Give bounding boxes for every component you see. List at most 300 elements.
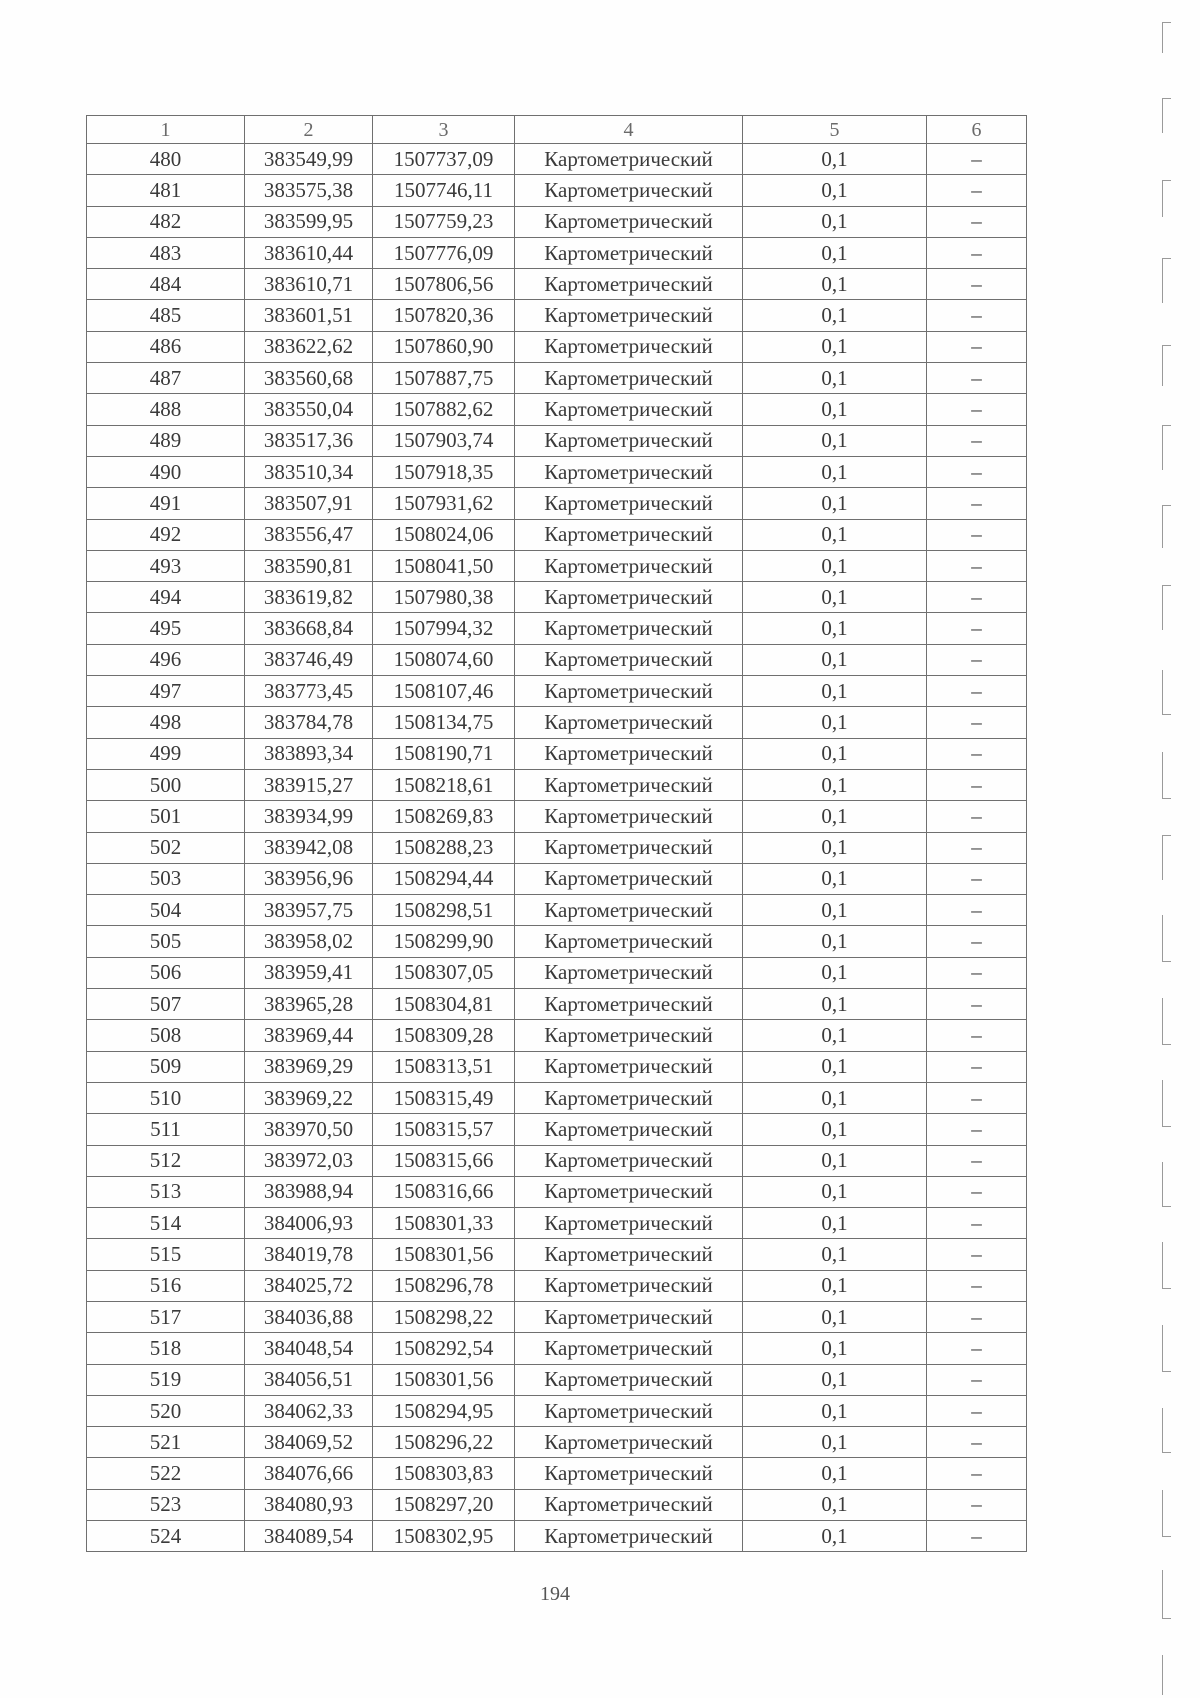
table-row — [87, 1239, 1027, 1270]
method-cell: Картометрический — [515, 1082, 743, 1113]
point-number-cell: 491 — [87, 488, 245, 519]
description-cell: – — [927, 801, 1027, 832]
coordinates-table — [86, 115, 1027, 1552]
point-number-cell: 488 — [87, 394, 245, 425]
x-coordinate-cell: 383969,29 — [245, 1051, 373, 1082]
description-cell: – — [927, 394, 1027, 425]
scan-bracket-mark — [1162, 752, 1171, 799]
y-coordinate-cell: 1508074,60 — [373, 644, 515, 675]
method-cell: Картометрический — [515, 519, 743, 550]
accuracy-cell: 0,1 — [743, 425, 927, 456]
x-coordinate-cell: 383972,03 — [245, 1145, 373, 1176]
column-header: 2 — [245, 116, 373, 144]
y-coordinate-cell: 1507759,23 — [373, 206, 515, 237]
table-row — [87, 863, 1027, 894]
method-cell: Картометрический — [515, 989, 743, 1020]
y-coordinate-cell: 1507994,32 — [373, 613, 515, 644]
description-cell: – — [927, 1082, 1027, 1113]
description-cell: – — [927, 989, 1027, 1020]
accuracy-cell: 0,1 — [743, 1176, 927, 1207]
point-number-cell: 503 — [87, 863, 245, 894]
description-cell: – — [927, 144, 1027, 175]
y-coordinate-cell: 1507820,36 — [373, 300, 515, 331]
point-number-cell: 509 — [87, 1051, 245, 1082]
description-cell: – — [927, 832, 1027, 863]
point-number-cell: 502 — [87, 832, 245, 863]
table-row — [87, 550, 1027, 581]
accuracy-cell: 0,1 — [743, 863, 927, 894]
accuracy-cell: 0,1 — [743, 1458, 927, 1489]
y-coordinate-cell: 1508024,06 — [373, 519, 515, 550]
y-coordinate-cell: 1508298,51 — [373, 895, 515, 926]
y-coordinate-cell: 1508294,44 — [373, 863, 515, 894]
point-number-cell: 510 — [87, 1082, 245, 1113]
method-cell: Картометрический — [515, 863, 743, 894]
accuracy-cell: 0,1 — [743, 300, 927, 331]
accuracy-cell: 0,1 — [743, 895, 927, 926]
table-row — [87, 519, 1027, 550]
accuracy-cell: 0,1 — [743, 331, 927, 362]
method-cell: Картометрический — [515, 331, 743, 362]
method-cell: Картометрический — [515, 550, 743, 581]
scan-bracket-mark — [1162, 98, 1171, 133]
description-cell: – — [927, 926, 1027, 957]
y-coordinate-cell: 1508041,50 — [373, 550, 515, 581]
table-row — [87, 269, 1027, 300]
method-cell: Картометрический — [515, 613, 743, 644]
point-number-cell: 496 — [87, 644, 245, 675]
accuracy-cell: 0,1 — [743, 738, 927, 769]
table-row — [87, 456, 1027, 487]
table-row — [87, 1145, 1027, 1176]
scan-bracket-mark — [1162, 670, 1171, 715]
scan-bracket-mark — [1162, 505, 1171, 548]
y-coordinate-cell: 1508315,57 — [373, 1114, 515, 1145]
method-cell: Картометрический — [515, 957, 743, 988]
point-number-cell: 492 — [87, 519, 245, 550]
table-row — [87, 237, 1027, 268]
table-row — [87, 144, 1027, 175]
table-row — [87, 1208, 1027, 1239]
description-cell: – — [927, 676, 1027, 707]
y-coordinate-cell: 1507776,09 — [373, 237, 515, 268]
y-coordinate-cell: 1508315,66 — [373, 1145, 515, 1176]
x-coordinate-cell: 383893,34 — [245, 738, 373, 769]
description-cell: – — [927, 550, 1027, 581]
y-coordinate-cell: 1508292,54 — [373, 1333, 515, 1364]
description-cell: – — [927, 1521, 1027, 1552]
method-cell: Картометрический — [515, 644, 743, 675]
description-cell: – — [927, 707, 1027, 738]
accuracy-cell: 0,1 — [743, 926, 927, 957]
x-coordinate-cell: 384056,51 — [245, 1364, 373, 1395]
x-coordinate-cell: 383560,68 — [245, 363, 373, 394]
table-row — [87, 957, 1027, 988]
accuracy-cell: 0,1 — [743, 1301, 927, 1332]
point-number-cell: 516 — [87, 1270, 245, 1301]
description-cell: – — [927, 1270, 1027, 1301]
method-cell: Картометрический — [515, 1458, 743, 1489]
description-cell: – — [927, 425, 1027, 456]
method-cell: Картометрический — [515, 144, 743, 175]
accuracy-cell: 0,1 — [743, 1521, 927, 1552]
method-cell: Картометрический — [515, 1176, 743, 1207]
y-coordinate-cell: 1508299,90 — [373, 926, 515, 957]
method-cell: Картометрический — [515, 269, 743, 300]
scan-bracket-mark — [1162, 1408, 1171, 1453]
method-cell: Картометрический — [515, 237, 743, 268]
x-coordinate-cell: 384036,88 — [245, 1301, 373, 1332]
description-cell: – — [927, 1489, 1027, 1520]
accuracy-cell: 0,1 — [743, 175, 927, 206]
table-row — [87, 300, 1027, 331]
x-coordinate-cell: 383784,78 — [245, 707, 373, 738]
point-number-cell: 480 — [87, 144, 245, 175]
table-row — [87, 1270, 1027, 1301]
method-cell: Картометрический — [515, 1364, 743, 1395]
table-row — [87, 676, 1027, 707]
y-coordinate-cell: 1508107,46 — [373, 676, 515, 707]
point-number-cell: 483 — [87, 237, 245, 268]
point-number-cell: 515 — [87, 1239, 245, 1270]
x-coordinate-cell: 384006,93 — [245, 1208, 373, 1239]
table-row — [87, 1489, 1027, 1520]
table-row — [87, 206, 1027, 237]
method-cell: Картометрический — [515, 926, 743, 957]
point-number-cell: 504 — [87, 895, 245, 926]
scan-bracket-mark — [1162, 258, 1171, 303]
y-coordinate-cell: 1507882,62 — [373, 394, 515, 425]
y-coordinate-cell: 1507860,90 — [373, 331, 515, 362]
column-header: 3 — [373, 116, 515, 144]
y-coordinate-cell: 1508301,56 — [373, 1239, 515, 1270]
description-cell: – — [927, 957, 1027, 988]
table-row — [87, 1395, 1027, 1426]
scan-bracket-mark — [1162, 1242, 1171, 1289]
description-cell: – — [927, 175, 1027, 206]
description-cell: – — [927, 1427, 1027, 1458]
y-coordinate-cell: 1507746,11 — [373, 175, 515, 206]
table-row — [87, 738, 1027, 769]
method-cell: Картометрический — [515, 707, 743, 738]
y-coordinate-cell: 1508288,23 — [373, 832, 515, 863]
scan-bracket-mark — [1162, 180, 1171, 217]
y-coordinate-cell: 1508190,71 — [373, 738, 515, 769]
y-coordinate-cell: 1508303,83 — [373, 1458, 515, 1489]
accuracy-cell: 0,1 — [743, 394, 927, 425]
description-cell: – — [927, 1208, 1027, 1239]
y-coordinate-cell: 1508313,51 — [373, 1051, 515, 1082]
point-number-cell: 490 — [87, 456, 245, 487]
y-coordinate-cell: 1507918,35 — [373, 456, 515, 487]
accuracy-cell: 0,1 — [743, 1489, 927, 1520]
table-row — [87, 425, 1027, 456]
scan-bracket-mark — [1162, 915, 1171, 962]
description-cell: – — [927, 331, 1027, 362]
point-number-cell: 486 — [87, 331, 245, 362]
y-coordinate-cell: 1508134,75 — [373, 707, 515, 738]
x-coordinate-cell: 383619,82 — [245, 582, 373, 613]
description-cell: – — [927, 769, 1027, 800]
x-coordinate-cell: 383942,08 — [245, 832, 373, 863]
x-coordinate-cell: 383934,99 — [245, 801, 373, 832]
table-row — [87, 331, 1027, 362]
x-coordinate-cell: 383957,75 — [245, 895, 373, 926]
scan-bracket-mark — [1162, 1080, 1171, 1127]
method-cell: Картометрический — [515, 1051, 743, 1082]
x-coordinate-cell: 383970,50 — [245, 1114, 373, 1145]
y-coordinate-cell: 1508298,22 — [373, 1301, 515, 1332]
point-number-cell: 495 — [87, 613, 245, 644]
description-cell: – — [927, 206, 1027, 237]
description-cell: – — [927, 1051, 1027, 1082]
point-number-cell: 499 — [87, 738, 245, 769]
point-number-cell: 485 — [87, 300, 245, 331]
method-cell: Картометрический — [515, 1114, 743, 1145]
scan-bracket-mark — [1162, 585, 1171, 630]
x-coordinate-cell: 383746,49 — [245, 644, 373, 675]
accuracy-cell: 0,1 — [743, 582, 927, 613]
method-cell: Картометрический — [515, 1020, 743, 1051]
point-number-cell: 505 — [87, 926, 245, 957]
point-number-cell: 482 — [87, 206, 245, 237]
x-coordinate-cell: 383590,81 — [245, 550, 373, 581]
scan-bracket-mark — [1162, 1490, 1171, 1537]
y-coordinate-cell: 1508296,22 — [373, 1427, 515, 1458]
x-coordinate-cell: 383622,62 — [245, 331, 373, 362]
x-coordinate-cell: 383969,44 — [245, 1020, 373, 1051]
x-coordinate-cell: 383668,84 — [245, 613, 373, 644]
accuracy-cell: 0,1 — [743, 769, 927, 800]
method-cell: Картометрический — [515, 1301, 743, 1332]
table-row — [87, 1458, 1027, 1489]
description-cell: – — [927, 582, 1027, 613]
x-coordinate-cell: 383549,99 — [245, 144, 373, 175]
table-row — [87, 895, 1027, 926]
scan-bracket-mark — [1162, 345, 1171, 386]
point-number-cell: 511 — [87, 1114, 245, 1145]
scan-bracket-mark — [1162, 22, 1171, 53]
accuracy-cell: 0,1 — [743, 1114, 927, 1145]
point-number-cell: 519 — [87, 1364, 245, 1395]
x-coordinate-cell: 383956,96 — [245, 863, 373, 894]
method-cell: Картометрический — [515, 456, 743, 487]
method-cell: Картометрический — [515, 1208, 743, 1239]
y-coordinate-cell: 1507980,38 — [373, 582, 515, 613]
point-number-cell: 489 — [87, 425, 245, 456]
method-cell: Картометрический — [515, 1333, 743, 1364]
x-coordinate-cell: 384062,33 — [245, 1395, 373, 1426]
table-row — [87, 175, 1027, 206]
method-cell: Картометрический — [515, 394, 743, 425]
point-number-cell: 487 — [87, 363, 245, 394]
x-coordinate-cell: 384080,93 — [245, 1489, 373, 1520]
method-cell: Картометрический — [515, 206, 743, 237]
method-cell: Картометрический — [515, 1395, 743, 1426]
y-coordinate-cell: 1508218,61 — [373, 769, 515, 800]
table-row — [87, 1333, 1027, 1364]
y-coordinate-cell: 1507737,09 — [373, 144, 515, 175]
method-cell: Картометрический — [515, 300, 743, 331]
y-coordinate-cell: 1508309,28 — [373, 1020, 515, 1051]
accuracy-cell: 0,1 — [743, 1395, 927, 1426]
x-coordinate-cell: 383575,38 — [245, 175, 373, 206]
column-header: 6 — [927, 116, 1027, 144]
table-row — [87, 769, 1027, 800]
x-coordinate-cell: 384089,54 — [245, 1521, 373, 1552]
method-cell: Картометрический — [515, 1521, 743, 1552]
table-row — [87, 1521, 1027, 1552]
accuracy-cell: 0,1 — [743, 144, 927, 175]
description-cell: – — [927, 1145, 1027, 1176]
accuracy-cell: 0,1 — [743, 1051, 927, 1082]
accuracy-cell: 0,1 — [743, 1427, 927, 1458]
scan-bracket-mark — [1162, 1162, 1171, 1207]
method-cell: Картометрический — [515, 832, 743, 863]
table-row — [87, 1020, 1027, 1051]
accuracy-cell: 0,1 — [743, 644, 927, 675]
page-number: 194 — [540, 1583, 570, 1605]
table-header-row — [87, 116, 1027, 144]
table-row — [87, 613, 1027, 644]
description-cell: – — [927, 738, 1027, 769]
accuracy-cell: 0,1 — [743, 613, 927, 644]
point-number-cell: 514 — [87, 1208, 245, 1239]
y-coordinate-cell: 1507931,62 — [373, 488, 515, 519]
description-cell: – — [927, 488, 1027, 519]
table-row — [87, 363, 1027, 394]
table-row — [87, 1301, 1027, 1332]
y-coordinate-cell: 1508304,81 — [373, 989, 515, 1020]
description-cell: – — [927, 363, 1027, 394]
method-cell: Картометрический — [515, 676, 743, 707]
method-cell: Картометрический — [515, 801, 743, 832]
point-number-cell: 517 — [87, 1301, 245, 1332]
accuracy-cell: 0,1 — [743, 1364, 927, 1395]
description-cell: – — [927, 300, 1027, 331]
scan-margin-marks — [1158, 0, 1188, 1698]
x-coordinate-cell: 384069,52 — [245, 1427, 373, 1458]
point-number-cell: 520 — [87, 1395, 245, 1426]
accuracy-cell: 0,1 — [743, 456, 927, 487]
y-coordinate-cell: 1508294,95 — [373, 1395, 515, 1426]
y-coordinate-cell: 1508301,33 — [373, 1208, 515, 1239]
y-coordinate-cell: 1507903,74 — [373, 425, 515, 456]
accuracy-cell: 0,1 — [743, 269, 927, 300]
x-coordinate-cell: 383965,28 — [245, 989, 373, 1020]
y-coordinate-cell: 1508307,05 — [373, 957, 515, 988]
x-coordinate-cell: 384076,66 — [245, 1458, 373, 1489]
table-row — [87, 1051, 1027, 1082]
table-row — [87, 1364, 1027, 1395]
method-cell: Картометрический — [515, 1427, 743, 1458]
description-cell: – — [927, 863, 1027, 894]
table-row — [87, 707, 1027, 738]
table-row — [87, 1427, 1027, 1458]
point-number-cell: 498 — [87, 707, 245, 738]
accuracy-cell: 0,1 — [743, 676, 927, 707]
accuracy-cell: 0,1 — [743, 206, 927, 237]
y-coordinate-cell: 1508316,66 — [373, 1176, 515, 1207]
point-number-cell: 524 — [87, 1521, 245, 1552]
description-cell: – — [927, 237, 1027, 268]
accuracy-cell: 0,1 — [743, 488, 927, 519]
method-cell: Картометрический — [515, 1239, 743, 1270]
method-cell: Картометрический — [515, 1145, 743, 1176]
accuracy-cell: 0,1 — [743, 237, 927, 268]
method-cell: Картометрический — [515, 175, 743, 206]
description-cell: – — [927, 1395, 1027, 1426]
method-cell: Картометрический — [515, 1270, 743, 1301]
point-number-cell: 484 — [87, 269, 245, 300]
description-cell: – — [927, 456, 1027, 487]
accuracy-cell: 0,1 — [743, 707, 927, 738]
accuracy-cell: 0,1 — [743, 550, 927, 581]
scan-bracket-mark — [1162, 1570, 1171, 1619]
scan-bracket-mark — [1162, 425, 1171, 470]
description-cell: – — [927, 1239, 1027, 1270]
method-cell: Картометрический — [515, 895, 743, 926]
point-number-cell: 494 — [87, 582, 245, 613]
y-coordinate-cell: 1508296,78 — [373, 1270, 515, 1301]
method-cell: Картометрический — [515, 1489, 743, 1520]
description-cell: – — [927, 644, 1027, 675]
y-coordinate-cell: 1508297,20 — [373, 1489, 515, 1520]
scan-bracket-mark — [1162, 1655, 1171, 1695]
x-coordinate-cell: 383969,22 — [245, 1082, 373, 1113]
accuracy-cell: 0,1 — [743, 363, 927, 394]
description-cell: – — [927, 269, 1027, 300]
x-coordinate-cell: 384048,54 — [245, 1333, 373, 1364]
table-row — [87, 1082, 1027, 1113]
accuracy-cell: 0,1 — [743, 1208, 927, 1239]
accuracy-cell: 0,1 — [743, 832, 927, 863]
accuracy-cell: 0,1 — [743, 1145, 927, 1176]
table-row — [87, 488, 1027, 519]
method-cell: Картометрический — [515, 582, 743, 613]
scan-bracket-mark — [1162, 998, 1171, 1045]
x-coordinate-cell: 383510,34 — [245, 456, 373, 487]
accuracy-cell: 0,1 — [743, 989, 927, 1020]
accuracy-cell: 0,1 — [743, 801, 927, 832]
accuracy-cell: 0,1 — [743, 1082, 927, 1113]
x-coordinate-cell: 383773,45 — [245, 676, 373, 707]
description-cell: – — [927, 519, 1027, 550]
accuracy-cell: 0,1 — [743, 1270, 927, 1301]
x-coordinate-cell: 383507,91 — [245, 488, 373, 519]
point-number-cell: 493 — [87, 550, 245, 581]
x-coordinate-cell: 383610,71 — [245, 269, 373, 300]
point-number-cell: 508 — [87, 1020, 245, 1051]
y-coordinate-cell: 1508301,56 — [373, 1364, 515, 1395]
table-row — [87, 1176, 1027, 1207]
scan-bracket-mark — [1162, 1325, 1171, 1372]
table-row — [87, 644, 1027, 675]
description-cell: – — [927, 1176, 1027, 1207]
description-cell: – — [927, 1301, 1027, 1332]
column-header: 4 — [515, 116, 743, 144]
point-number-cell: 481 — [87, 175, 245, 206]
table-row — [87, 801, 1027, 832]
description-cell: – — [927, 1114, 1027, 1145]
y-coordinate-cell: 1508269,83 — [373, 801, 515, 832]
accuracy-cell: 0,1 — [743, 1020, 927, 1051]
y-coordinate-cell: 1507887,75 — [373, 363, 515, 394]
table-row — [87, 582, 1027, 613]
y-coordinate-cell: 1508315,49 — [373, 1082, 515, 1113]
x-coordinate-cell: 383556,47 — [245, 519, 373, 550]
description-cell: – — [927, 1458, 1027, 1489]
